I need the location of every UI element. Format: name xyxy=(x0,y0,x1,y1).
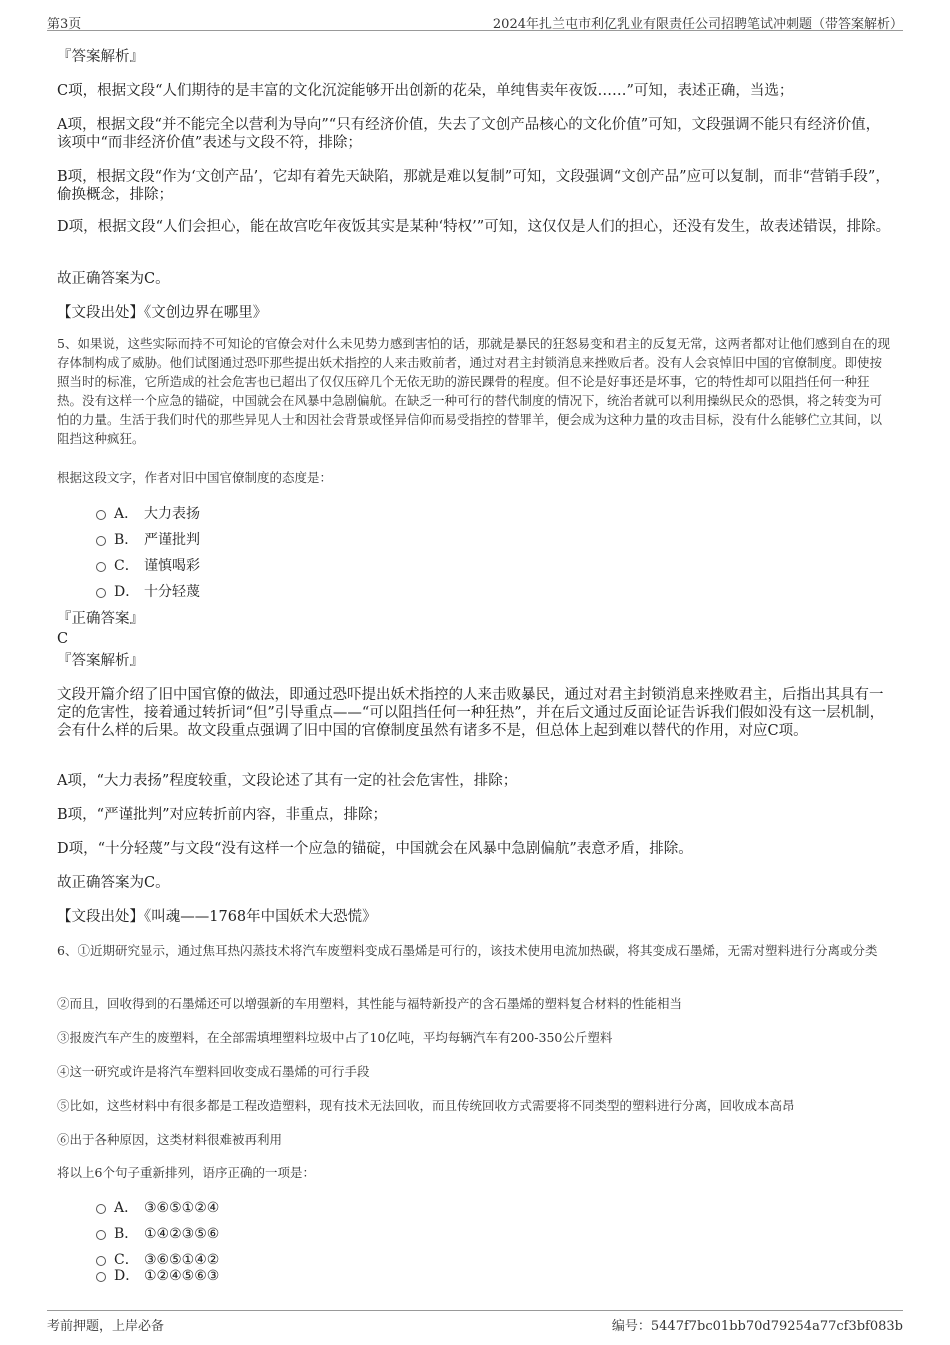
q6-sentence-6: ⑥出于各种原因，这类材料很难被再利用 xyxy=(57,1132,283,1147)
q6-question: 将以上6个句子重新排列，语序正确的一项是： xyxy=(57,1165,315,1180)
radio-icon[interactable] xyxy=(96,588,106,598)
q6-sentence-4: ④这一研究或许是将汽车塑料回收变成石墨烯的可行手段 xyxy=(57,1064,370,1079)
radio-icon[interactable] xyxy=(96,1256,106,1266)
q5-analysis-a: A项，“大力表扬”程度较重，文段论述了其有一定的社会危害性，排除； xyxy=(57,773,518,789)
radio-icon[interactable] xyxy=(96,510,106,520)
page-footer xyxy=(47,1310,903,1334)
radio-icon[interactable] xyxy=(96,1272,106,1282)
q5-answer: C xyxy=(57,631,69,647)
q5-analysis: 文段开篇介绍了旧中国官僚的做法，即通过恐吓提出妖术指控的人来击败暴民，通过对君主封锁消息来挫败君主，后指出其具有一定的危害性，接着通过转折词“但”引导重点——“可以阻挡任何一种狂热”，并在后文通过反面论证告诉我们假如没有这一层机制，会有什么样的后果。故文段重点强调了旧中国的官僚制度虽然有诸多不是，但总体上起到难以替代的作用，对应C项。 xyxy=(57,687,885,739)
q6-option-a[interactable]: A． ③⑥⑤①②④ xyxy=(96,1198,219,1218)
document-title: 2024年扎兰屯市利亿乳业有限责任公司招聘笔试冲刺题（带答案解析） xyxy=(492,17,903,32)
q5-question: 根据这段文字，作者对旧中国官僚制度的态度是： xyxy=(57,470,333,485)
q6-option-b[interactable]: B． ①④②③⑤⑥ xyxy=(96,1224,219,1244)
q6-option-d[interactable]: D． ①②④⑤⑥③ xyxy=(96,1266,219,1286)
q5-analysis-d: D项，“十分轻蔑”与文段“没有这样一个应急的锚碇，中国就会在风暴中急剧偏航”表意矛盾，排除。 xyxy=(57,841,693,857)
q6-sentence-1: 6、①近期研究显示，通过焦耳热闪蒸技术将汽车废塑料变成石墨烯是可行的，该技术使用电流加热碳，将其变成石墨烯，无需对塑料进行分离或分类 xyxy=(57,943,878,958)
q5-analysis-label: 『答案解析』 xyxy=(57,653,144,669)
q4-analysis-b: B项，根据文段“作为‘文创产品’，它却有着先天缺陷，那就是难以复制”可知，文段强调“文创产品”应可以复制，而非“营销手段”，偷换概念，排除； xyxy=(57,169,890,203)
q4-source: 【文段出处】《文创边界在哪里》 xyxy=(57,305,268,321)
q5-option-b[interactable]: B． 严谨批判 xyxy=(96,530,200,550)
q5-analysis-b: B项，“严谨批判”对应转折前内容，非重点，排除； xyxy=(57,807,387,823)
q5-option-a[interactable]: A． 大力表扬 xyxy=(96,504,200,524)
radio-icon[interactable] xyxy=(96,1204,106,1214)
q5-option-d[interactable]: D． 十分轻蔑 xyxy=(96,582,200,602)
radio-icon[interactable] xyxy=(96,1230,106,1240)
q6-sentence-3: ③报废汽车产生的废塑料，在全部需填埋塑料垃圾中占了10亿吨，平均每辆汽车有200-350公斤塑料 xyxy=(57,1030,613,1045)
q5-source: 【文段出处】《叫魂——1768年中国妖术大恐慌》 xyxy=(57,909,377,925)
radio-icon[interactable] xyxy=(96,562,106,572)
q4-analysis-label: 『答案解析』 xyxy=(57,49,144,65)
q6-sentence-2: ②而且，回收得到的石墨烯还可以增强新的车用塑料，其性能与福特新投产的含石墨烯的塑料复合材料的性能相当 xyxy=(57,996,683,1011)
document-code: 编号：5447f7bc01bb70d79254a77cf3bf083b xyxy=(611,1319,903,1334)
page-header xyxy=(47,8,903,31)
q6-sentence-5: ⑤比如，这些材料中有很多都是工程改造塑料，现有技术无法回收，而且传统回收方式需要将不同类型的塑料进行分离，回收成本高昂 xyxy=(57,1098,795,1113)
q4-analysis-d: D项，根据文段“人们会担心，能在故宫吃年夜饭其实是某种‘特权’”可知，这仅仅是人们的担心，还没有发生，故表述错误，排除。 xyxy=(57,219,891,235)
q4-analysis-a: A项，根据文段“并不能完全以营利为导向”“只有经济价值，失去了文创产品核心的文化价值”可知，文段强调不能只有经济价值，该项中“而非经济价值”表述与文段不符，排除； xyxy=(57,117,881,151)
q6-option-c[interactable]: C． ③⑥⑤①④② xyxy=(96,1250,219,1270)
footer-slogan: 考前押题，上岸必备 xyxy=(47,1319,165,1334)
q5-answer-label: 『正确答案』 xyxy=(57,611,144,627)
q5-conclusion: 故正确答案为C。 xyxy=(57,875,170,891)
page-number: 第3页 xyxy=(47,17,82,32)
q5-option-c[interactable]: C． 谨慎喝彩 xyxy=(96,556,200,576)
q5-passage: 5、如果说，这些实际而持不可知论的官僚会对什么未见势力感到害怕的话，那就是暴民的狂怒易变和君主的反复无常，这两者都对让他们感到自在的现存体制构成了威胁。他们试图通过恐吓那些提出妖术指控的人来击败前者，通过对君主封锁消息来挫败后者。没有人会哀悼旧中国的官僚制度。即使按照当时的标准，它所造成的社会危害也已超出了仅仅压碎几个无依无助的游民踝骨的程度。但不论是好事还是坏事，它的特性却可以阻挡任何一种狂热。没有这样一个应急的锚碇，中国就会在风暴中急剧偏航。在缺乏一种可行的替代制度的情况下，统治者就可以利用操纵民众的恐惧，将之转变为可怕的力量。生活于我们时代的那些异见人士和因社会背景或怪异信仰而易受指控的替罪羊，便会成为这种力量的攻击目标，没有什么能够伫立其间，以阻挡这种疯狂。 xyxy=(57,336,890,446)
q4-analysis-c: C项，根据文段“人们期待的是丰富的文化沉淀能够开出创新的花朵，单纯售卖年夜饭……”可知，表述正确，当选； xyxy=(57,83,794,99)
radio-icon[interactable] xyxy=(96,536,106,546)
q4-conclusion: 故正确答案为C。 xyxy=(57,271,170,287)
